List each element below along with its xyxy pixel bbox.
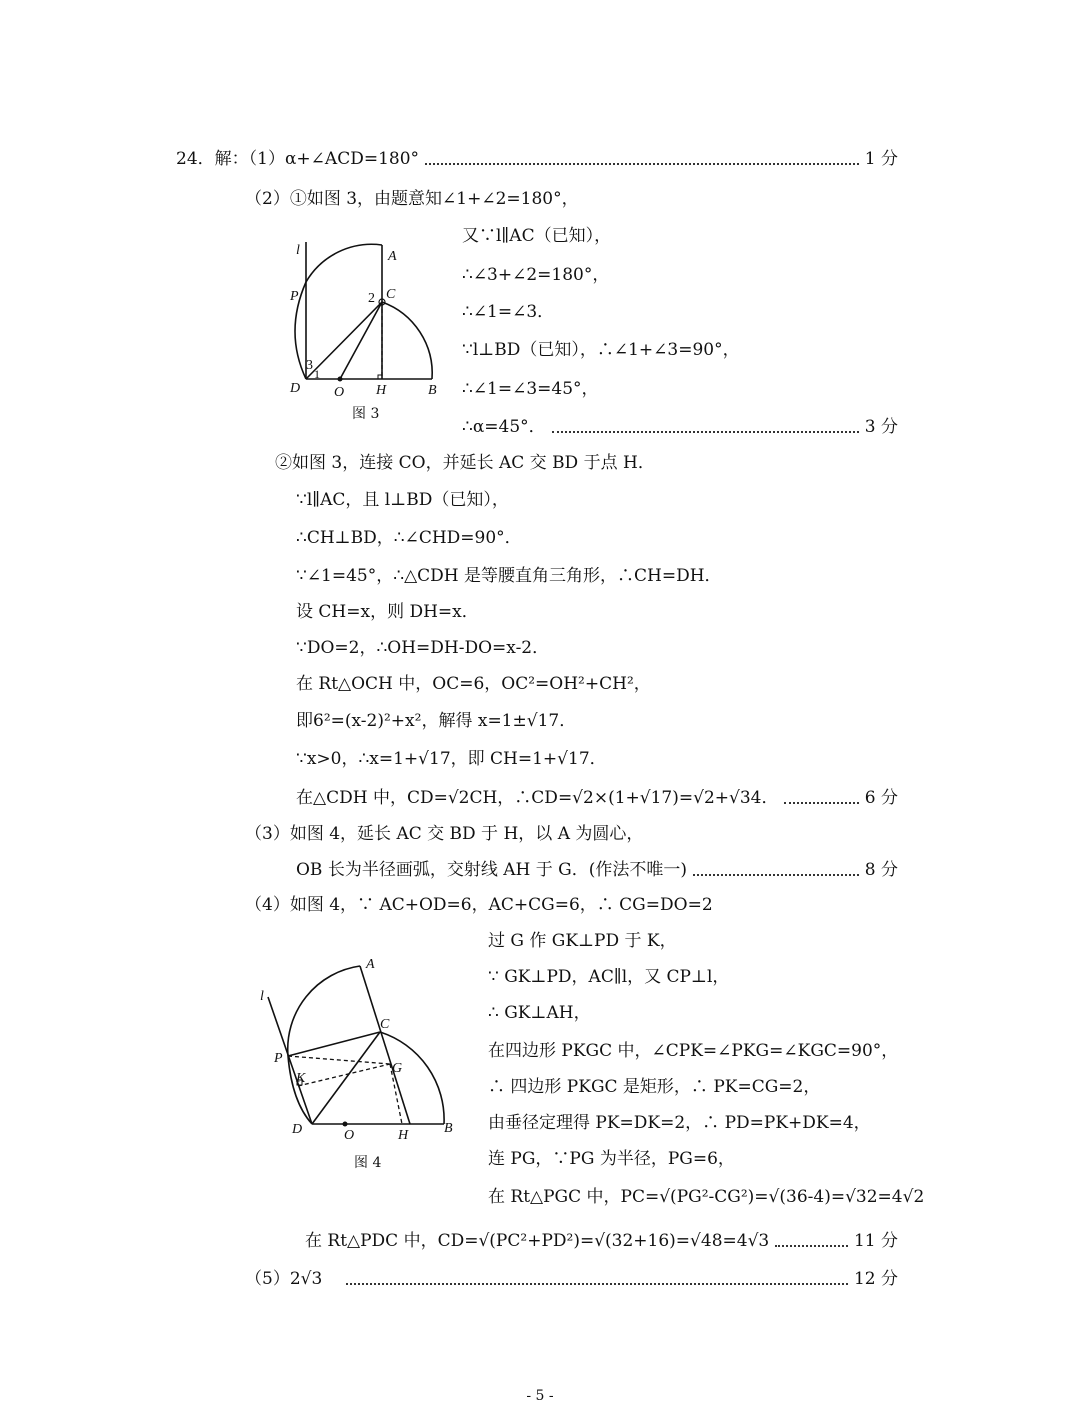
- label-1: 1: [314, 367, 320, 381]
- p2-right-line-4: ∴∠1=∠3=45°，: [462, 379, 599, 399]
- p2b-line-3: ∵∠1=45°，∴△CDH 是等腰直角三角形，∴CH=DH．: [296, 566, 722, 586]
- label-b: B: [428, 383, 437, 398]
- p4-end-text: 在 Rt△PDC 中，CD=√(PC²+PD²)=√(32+16)=√48=4√3: [305, 1231, 770, 1251]
- p2b-line-8: ∵x>0，∴x=1+√17，即 CH=1+√17．: [296, 749, 607, 769]
- p2b-end-text: 在△CDH 中，CD=√2CH，∴CD=√2×(1+√17)=√2+√34．: [296, 788, 779, 808]
- label-p: P: [274, 1051, 283, 1066]
- p2-right-line-0: 又∵l∥AC（已知），: [462, 226, 612, 246]
- segment-oc: [340, 302, 382, 379]
- label-a: A: [366, 957, 375, 972]
- p2b-line-2: ∴CH⊥BD，∴∠CHD=90°．: [296, 528, 522, 548]
- label-l: l: [260, 989, 264, 1004]
- label-d: D: [290, 381, 301, 396]
- p4-right-line-6: 连 PG，∵PG 为半径，PG=6，: [488, 1149, 735, 1169]
- p4-right-line-2: ∴ GK⊥AH，: [488, 1003, 591, 1023]
- figure-3: [276, 232, 456, 407]
- p4-right-line-1: ∵ GK⊥PD，AC∥l，又 CP⊥l，: [488, 967, 730, 987]
- label-2: 2: [368, 291, 375, 306]
- leader-dots: [552, 431, 859, 433]
- arc-cb: [380, 1032, 444, 1124]
- label-g: G: [392, 1061, 403, 1076]
- arc-ap: [306, 244, 382, 282]
- p2b-line-4: 设 CH=x，则 DH=x．: [296, 602, 479, 622]
- p2b-line-1: ∵l∥AC，且 l⊥BD（已知），: [296, 490, 509, 510]
- p2b-line-5: ∵DO=2，∴OH=DH-DO=x-2．: [296, 638, 550, 658]
- p2-right-line-2: ∴∠1=∠3．: [462, 302, 555, 322]
- part2-head: （2）①如图 3，由题意知∠1+∠2=180°，: [245, 189, 579, 209]
- part3-line1: （3）如图 4，延长 AC 交 BD 于 H，以 A 为圆心，: [245, 824, 644, 844]
- label-d: D: [292, 1122, 303, 1137]
- figure-3-caption: 图 3: [352, 406, 380, 422]
- p4-right-line-4: ∴ 四边形 PKGC 是矩形，∴ PK=CG=2，: [488, 1077, 821, 1097]
- dashed-kg: [298, 1064, 390, 1086]
- p4-right-line-0: 过 G 作 GK⊥PD 于 K，: [488, 931, 677, 951]
- label-p: P: [290, 289, 299, 304]
- leader-dots: [346, 1283, 848, 1285]
- center-o: [343, 1122, 348, 1127]
- label-k: K: [296, 1071, 306, 1086]
- label-b: B: [444, 1121, 453, 1136]
- leader-dots: [775, 1245, 848, 1247]
- dashed-pg: [288, 1056, 390, 1064]
- label-h: H: [376, 383, 387, 398]
- p2-right-line-1: ∴∠3+∠2=180°，: [462, 265, 610, 285]
- leader-dots: [425, 163, 859, 165]
- segment-ah: [360, 966, 410, 1124]
- part5-score: 12 分: [853, 1269, 898, 1289]
- label-3: 3: [306, 358, 313, 373]
- label-h: H: [398, 1128, 409, 1143]
- part3-line2: OB 长为半径画弧，交射线 AH 于 G．(作法不唯一): [296, 860, 687, 880]
- part3-score: 8 分: [864, 860, 898, 880]
- segment-dc: [312, 1032, 380, 1124]
- segment-pc: [288, 1032, 380, 1056]
- p2b-line-6: 在 Rt△OCH 中，OC=6，OC²=OH²+CH²，: [296, 674, 651, 694]
- leader-dots: [784, 802, 858, 804]
- part1-text: 24．解：（1）α+∠ACD=180°: [176, 149, 420, 169]
- label-a: A: [388, 249, 397, 264]
- part4-head: （4）如图 4，∵ AC+OD=6，AC+CG=6，∴ CG=DO=2: [245, 895, 713, 915]
- p2-end-score: 3 分: [864, 417, 898, 437]
- leader-dots: [693, 874, 859, 876]
- page-number: - 5 -: [526, 1388, 554, 1404]
- center-o: [338, 377, 343, 382]
- label-o: O: [344, 1128, 355, 1143]
- label-c: C: [386, 287, 396, 302]
- p4-right-line-5: 由垂径定理得 PK=DK=2，∴ PD=PK+DK=4，: [488, 1113, 871, 1133]
- p4-right-line-3: 在四边形 PKGC 中，∠CPK=∠PKG=∠KGC=90°，: [488, 1041, 899, 1061]
- p4-end-score: 11 分: [853, 1231, 898, 1251]
- part1-score: 1 分: [864, 149, 898, 169]
- p2b-end-score: 6 分: [864, 788, 898, 808]
- p4-right-line-7: 在 Rt△PGC 中，PC=√(PG²-CG²)=√(36-4)=√32=4√2: [488, 1187, 925, 1207]
- arc-ap: [288, 966, 360, 1056]
- label-l: l: [296, 243, 300, 258]
- part5-text: （5）2√3: [245, 1269, 323, 1289]
- p2b-line-0: ②如图 3，连接 CO，并延长 AC 交 BD 于点 H．: [275, 453, 655, 473]
- p2-right-line-3: ∵l⊥BD（已知），∴∠1+∠3=90°，: [462, 340, 740, 360]
- figure-4: [252, 952, 462, 1147]
- p2b-line-7: 即6²=(x-2)²+x²，解得 x=1±√17．: [296, 711, 577, 731]
- label-o: O: [334, 385, 345, 400]
- arc-cb: [382, 302, 432, 379]
- label-c: C: [380, 1017, 390, 1032]
- p2-end-text: ∴α=45°．: [462, 417, 546, 437]
- figure-4-caption: 图 4: [354, 1155, 382, 1171]
